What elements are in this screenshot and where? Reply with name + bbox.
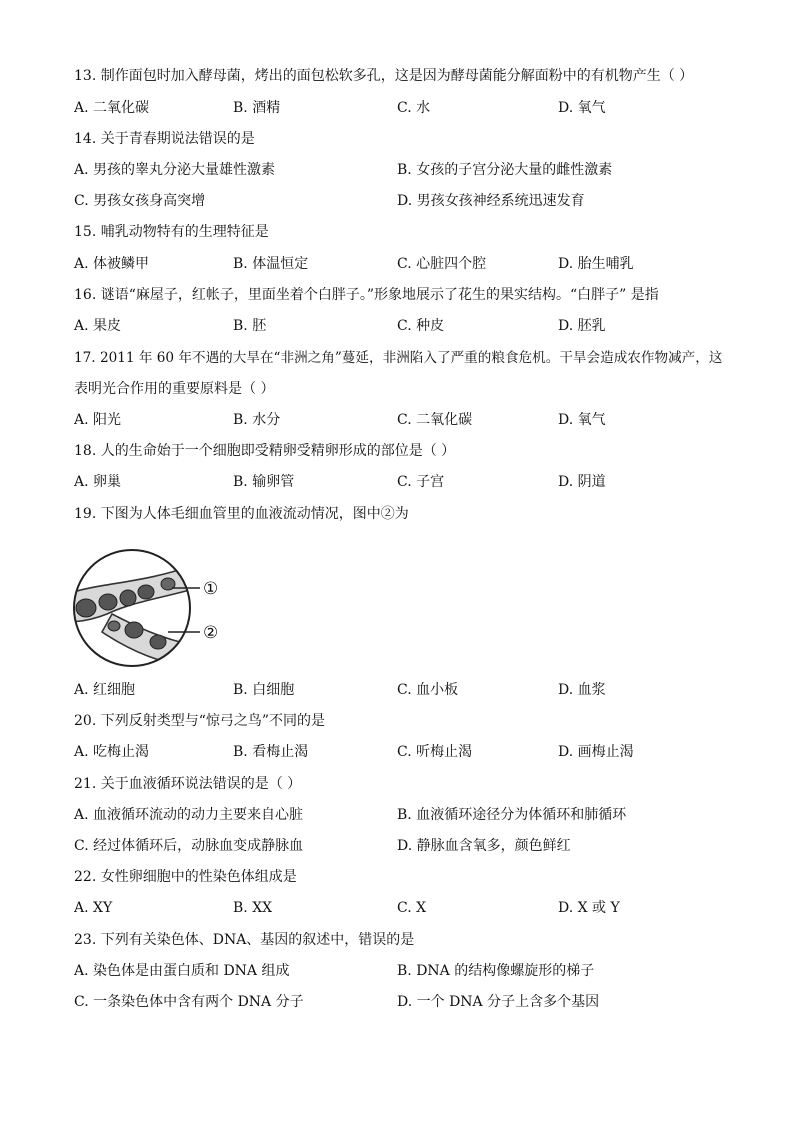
question-22-option-c: C. X — [397, 900, 427, 916]
question-14-option-a: A. 男孩的睾丸分泌大量雄性激素 — [74, 162, 276, 178]
question-21-option-b: B. 血液循环途径分为体循环和肺循环 — [397, 807, 627, 823]
question-23-option-b: B. DNA 的结构像螺旋形的梯子 — [397, 963, 595, 979]
question-18-option-a: A. 卵巢 — [74, 474, 122, 490]
question-16-option-b: B. 胚 — [233, 318, 267, 334]
question-15-option-b: B. 体温恒定 — [233, 256, 309, 272]
question-20-option-b: B. 看梅止渴 — [233, 744, 309, 760]
question-23-option-c: C. 一条染色体中含有两个 DNA 分子 — [74, 994, 304, 1010]
question-17-option-b: B. 水分 — [233, 412, 281, 428]
question-19-option-c: C. 血小板 — [397, 682, 459, 698]
question-20-option-a: A. 吃梅止渴 — [74, 744, 150, 760]
question-13-stem: 13. 制作面包时加入酵母菌，烤出的面包松软多孔，这是因为酵母菌能分解面粉中的有机物产生（ ） — [74, 68, 694, 84]
question-17-stem-line2: 表明光合作用的重要原料是（ ） — [74, 381, 275, 397]
question-17-option-d: D. 氧气 — [558, 412, 606, 428]
question-13-option-a: A. 二氧化碳 — [74, 100, 150, 116]
question-20-option-d: D. 画梅止渴 — [558, 744, 634, 760]
question-15-option-a: A. 体被鳞甲 — [74, 256, 150, 272]
question-22-option-d: D. X 或 Y — [558, 900, 620, 916]
question-15-option-d: D. 胎生哺乳 — [558, 256, 634, 272]
question-16-option-d: D. 胚乳 — [558, 318, 606, 334]
question-16-option-a: A. 果皮 — [74, 318, 122, 334]
question-13-option-b: B. 酒精 — [233, 100, 281, 116]
question-21-stem: 21. 关于血液循环说法错误的是（ ） — [74, 776, 302, 792]
question-14-option-b: B. 女孩的子宫分泌大量的雌性激素 — [397, 162, 613, 178]
question-16-option-c: C. 种皮 — [397, 318, 445, 334]
question-15-option-c: C. 心脏四个腔 — [397, 256, 487, 272]
question-18-option-b: B. 输卵管 — [233, 474, 295, 490]
question-17-option-c: C. 二氧化碳 — [397, 412, 473, 428]
question-14-option-c: C. 男孩女孩身高突增 — [74, 193, 206, 209]
question-23-option-a: A. 染色体是由蛋白质和 DNA 组成 — [74, 963, 290, 979]
question-18-option-c: C. 子宫 — [397, 474, 445, 490]
capillary-vessel — [72, 564, 197, 668]
figure-label-1: ① — [203, 579, 219, 599]
question-20-stem: 20. 下列反射类型与“惊弓之鸟”不同的是 — [74, 713, 326, 729]
question-20-option-c: C. 听梅止渴 — [397, 744, 473, 760]
question-19-option-a: A. 红细胞 — [74, 682, 136, 698]
question-14-stem: 14. 关于青春期说法错误的是 — [74, 131, 255, 147]
question-15-stem: 15. 哺乳动物特有的生理特征是 — [74, 224, 269, 240]
question-13-option-c: C. 水 — [397, 100, 431, 116]
question-23-stem: 23. 下列有关染色体、DNA、基因的叙述中，错误的是 — [74, 932, 415, 948]
question-21-option-a: A. 血液循环流动的动力主要来自心脏 — [74, 807, 304, 823]
question-21-option-c: C. 经过体循环后，动脉血变成静脉血 — [74, 838, 304, 854]
question-18-option-d: D. 阴道 — [558, 474, 606, 490]
question-17-stem-line1: 17. 2011 年 60 年不遇的大旱在“非洲之角”蔓延，非洲陷入了严重的粮食危机。干旱会造成农作物减产，这 — [74, 350, 723, 366]
question-22-option-a: A. XY — [74, 900, 113, 916]
question-21-option-d: D. 静脉血含氧多，颜色鲜红 — [397, 838, 571, 854]
question-22-option-b: B. XX — [233, 900, 273, 916]
question-18-stem: 18. 人的生命始于一个细胞即受精卵受精卵形成的部位是（ ） — [74, 443, 456, 459]
capillary-blood-flow-figure — [72, 542, 232, 670]
question-13-option-d: D. 氧气 — [558, 100, 606, 116]
question-19-option-d: D. 血浆 — [558, 682, 606, 698]
question-17-option-a: A. 阳光 — [74, 412, 122, 428]
question-16-stem: 16. 谜语“麻屋子，红帐子，里面坐着个白胖子。”形象地展示了花生的果实结构。“白胖子” 是指 — [74, 287, 659, 303]
question-14-option-d: D. 男孩女孩神经系统迅速发育 — [397, 193, 585, 209]
question-19-stem: 19. 下图为人体毛细血管里的血液流动情况，图中②为 — [74, 506, 409, 522]
question-19-option-b: B. 白细胞 — [233, 682, 295, 698]
figure-label-2: ② — [203, 623, 219, 643]
question-22-stem: 22. 女性卵细胞中的性染色体组成是 — [74, 869, 297, 885]
question-23-option-d: D. 一个 DNA 分子上含多个基因 — [397, 994, 600, 1010]
